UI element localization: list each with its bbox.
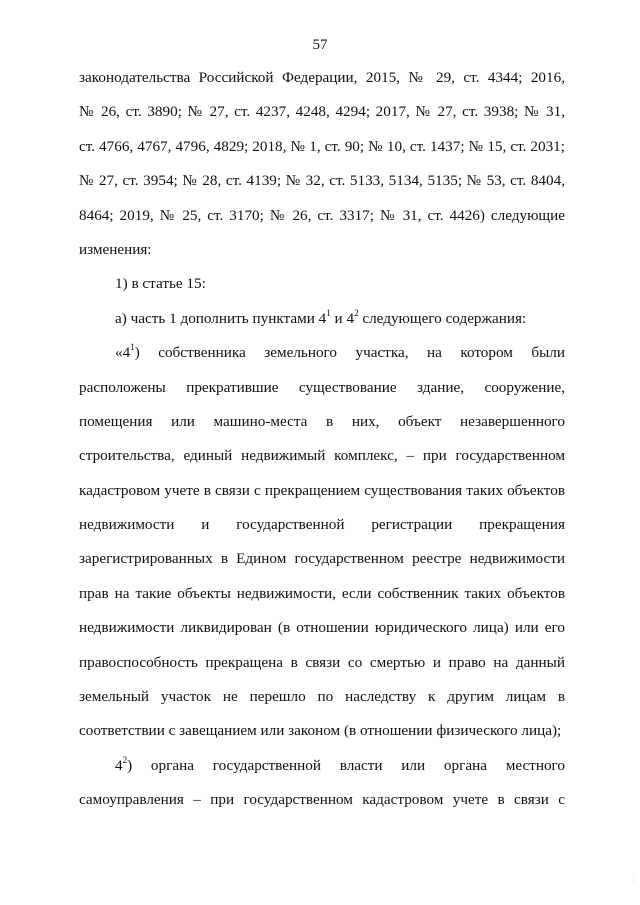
text-line: № 26, ст. 3890; № 27, ст. 4237, 4248, 4294; 2017, № 27, ст. 3938; № 31, <box>79 103 565 121</box>
text-line: 8464; 2019, № 25, ст. 3170; № 26, ст. 3317; № 31, ст. 4426) следующие <box>79 206 565 224</box>
text-line: соответствии с завещанием или законом (в отношении физического лица); <box>79 722 562 740</box>
text-line: помещения или машино-места в них, объект незавершенного <box>79 412 565 430</box>
text-line: зарегистрированных в Едином государственном реестре недвижимости <box>79 550 565 568</box>
superscript: 1 <box>326 307 331 318</box>
text-line: ст. 4766, 4767, 4796, 4829; 2018, № 1, ст. 90; № 10, ст. 1437; № 15, ст. 2031; <box>79 137 565 155</box>
text-line: изменения: <box>79 240 152 258</box>
text-line: прав на такие объекты недвижимости, если собственник таких объектов <box>79 584 565 602</box>
superscript: 1 <box>130 342 135 353</box>
text-line: самоуправления – при государственном кадастровом учете в связи с <box>79 791 565 809</box>
item-4-2-first-line: $4^2$) органа государственной власти или органа местного <box>115 754 565 774</box>
text-line: недвижимости и государственной регистрации прекращения <box>79 516 565 534</box>
page-number: 57 <box>312 37 328 53</box>
text-line: № 27, ст. 3954; № 28, ст. 4139; № 32, ст. 5133, 5134, 5135; № 53, ст. 8404, <box>79 172 565 190</box>
article-item-heading: 1) в статье 15: <box>115 275 206 293</box>
text-line: правоспособность прекращена в связи со смертью и право на данный <box>79 653 565 671</box>
amendment-intro-line: а) часть 1 дополнить пунктами $4^1$ и $4^2$ следующего содержания: <box>115 307 527 327</box>
text-line: кадастровом учете в связи с прекращением существования таких объектов <box>79 481 565 499</box>
text-line: недвижимости ликвидирован (в отношении юридического лица) или его <box>79 619 565 637</box>
superscript: 2 <box>122 754 128 765</box>
text-line: земельный участок не перешло по наследству к другим лицам в <box>79 688 565 706</box>
document-body <box>79 61 565 818</box>
text-line: расположены прекратившие существование здание, сооружение, <box>79 378 565 396</box>
item-4-1-first-line: «$4^1$) собственника земельного участка, на котором были <box>115 342 565 362</box>
superscript: 2 <box>354 307 359 318</box>
scan-mark: · · <box>632 873 634 885</box>
text-line: строительства, единый недвижимый комплекс, – при государственном <box>79 447 565 465</box>
text-line: законодательства Российской Федерации, 2015, № 29, ст. 4344; 2016, <box>79 69 565 86</box>
